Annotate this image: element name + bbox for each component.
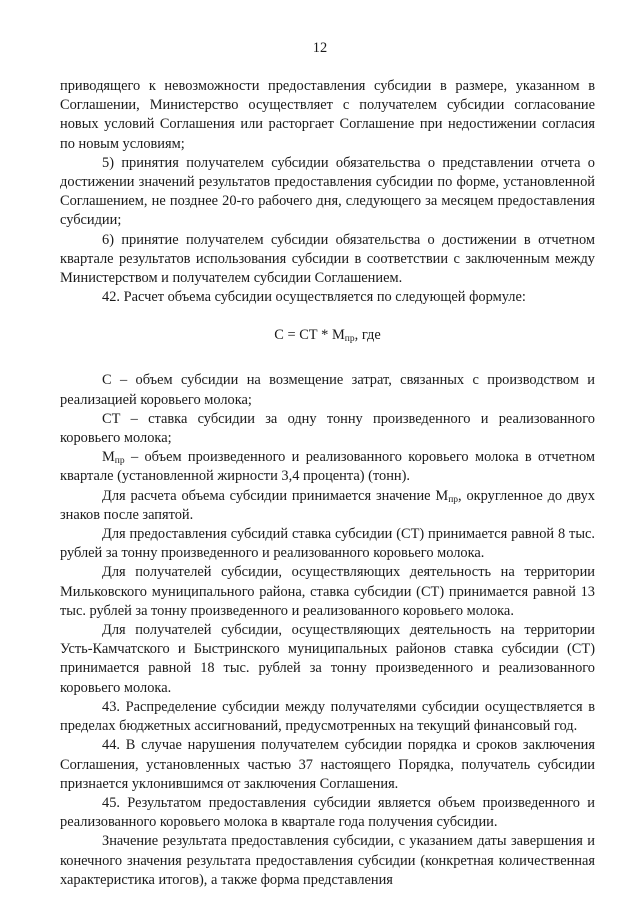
- formula-subscript: пр: [344, 334, 355, 345]
- paragraph-45: 45. Результатом предоставления субсидии является объем произведенного и реализованного коровьего молока в квартале года получения субсидии.: [60, 794, 595, 831]
- definition-st: СТ – ставка субсидии за одну тонну произведенного и реализованного коровьего молока;: [60, 410, 595, 447]
- paragraph-result-value: Значение результата предоставления субсидии, с указанием даты завершения и конечного значения результата предоставления субсидии (конкретная количественная характеристика итогов), а также форма представления: [60, 833, 595, 888]
- rate-18: Для получателей субсидии, осуществляющих деятельность на территории Усть-Камчатского и Быстринского муниципальных районов ставка субсидии (СТ) принимается равной 18 тыс. рублей за тонну произведенного и реализованного коровьего молока.: [60, 622, 595, 696]
- formula-lhs: С = СТ * М: [274, 327, 345, 344]
- rounding-rule-before: Для расчета объема субсидии принимается значение М: [102, 487, 449, 504]
- definition-m-text: – объем произведенного и реализованного коровьего молока в отчетном квартале (установленной жирности 3,4 процента) (тонн).: [60, 449, 595, 485]
- document-body: [60, 77, 595, 890]
- rate-13: Для получателей субсидии, осуществляющих деятельность на территории Мильковского муниципального района, ставка субсидии (СТ) принимается равной 13 тыс. рублей за тонну произведенного и реализованного коровьего молока.: [60, 564, 595, 619]
- page-number: 12: [312, 40, 328, 56]
- definition-m-symbol: М: [102, 449, 115, 466]
- rounding-rule: [60, 487, 595, 525]
- paragraph-item-5: 5) принятия получателем субсидии обязательства о представлении отчета о достижении значений результатов предоставления субсидии по форме, установленной Соглашением, не позднее 20-го рабочего дня, следующего за месяцем предоставления субсидии;: [60, 154, 595, 229]
- paragraph-44: 44. В случае нарушения получателем субсидии порядка и сроков заключения Соглашения, установленных частью 37 настоящего Порядка, получатель субсидии признается уклонившимся от заключения Соглашения.: [60, 737, 595, 792]
- formula-rhs: , где: [354, 327, 381, 344]
- rate-8: Для предоставления субсидий ставка субсидии (СТ) принимается равной 8 тыс. рублей за тонну произведенного и реализованного коровьего молока.: [60, 526, 595, 562]
- paragraph-continuation: приводящего к невозможности предоставления субсидии в размере, указанном в Соглашении, Министерство осуществляет с получателем субсидии согласование новых условий Соглашения или расторгает Соглашение при недостижении согласия по новым условиям;: [60, 78, 595, 152]
- rounding-rule-after: , округленное до двух знаков после запятой.: [60, 487, 595, 523]
- definition-c: С – объем субсидии на возмещение затрат, связанных с производством и реализацией коровьего молока;: [60, 372, 595, 408]
- definition-m-subscript: пр: [114, 456, 125, 467]
- rounding-rule-subscript: пр: [448, 494, 459, 505]
- paragraph-43: 43. Распределение субсидии между получателями субсидии осуществляется в пределах бюджетных ассигнований, предусмотренных на текущий финансовый год.: [60, 698, 595, 735]
- paragraph-item-6: 6) принятие получателем субсидии обязательства о достижении в отчетном квартале результатов использования субсидии в соответствии с заключенным между Министерством и получателем субсидии Соглашением.: [60, 231, 595, 287]
- subsidy-formula: [60, 319, 595, 359]
- paragraph-42: 42. Расчет объема субсидии осуществляется по следующей формуле:: [102, 289, 526, 306]
- definition-m: [60, 448, 595, 486]
